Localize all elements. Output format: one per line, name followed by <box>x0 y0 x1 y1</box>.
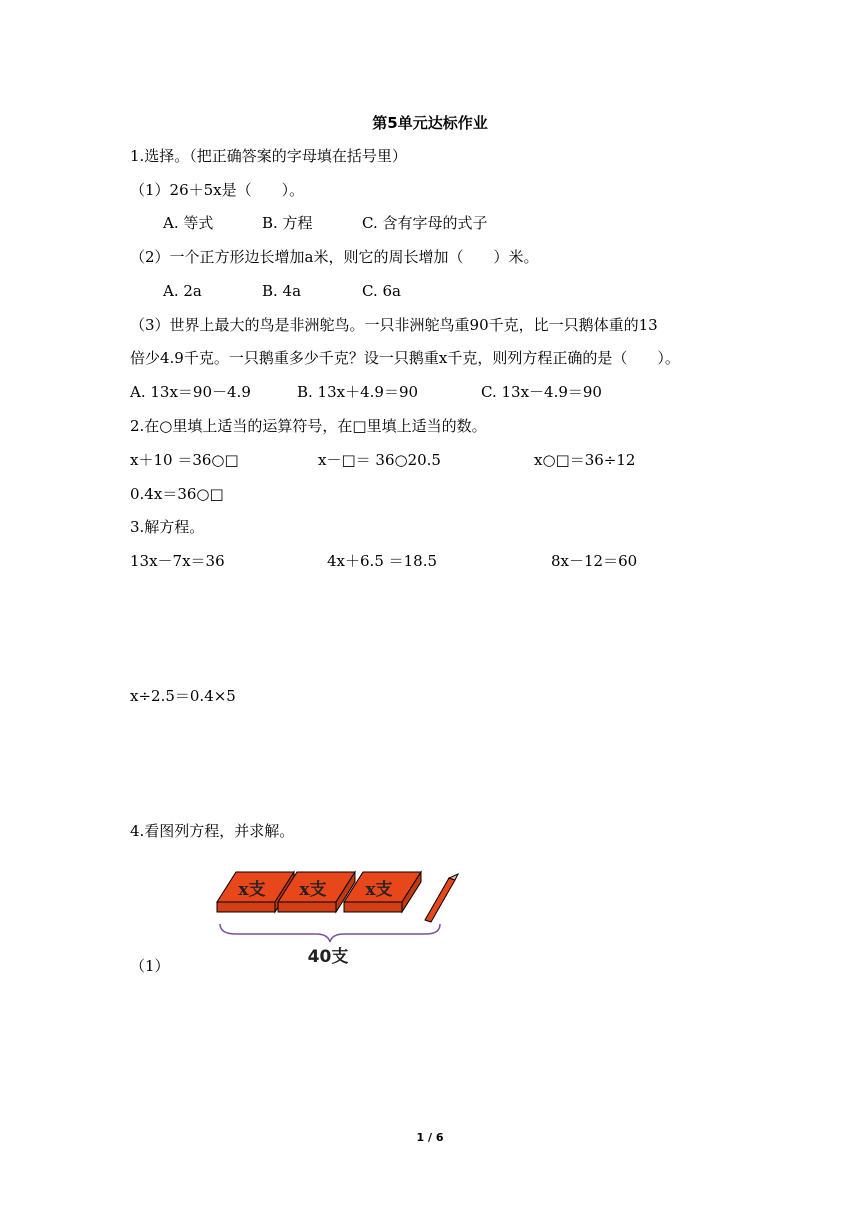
q3-equation-4: x÷2.5＝0.4×5 <box>130 687 236 705</box>
pencil-box-label: x支 <box>365 880 393 900</box>
q1-1-option-a: A. 等式 <box>163 214 214 232</box>
q1-heading: 1.选择。（把正确答案的字母填在括号里） <box>130 147 407 165</box>
total-brace <box>220 924 440 942</box>
q2-expression-4: 0.4x＝36○□ <box>130 485 224 503</box>
pencil-box-3 <box>344 872 421 912</box>
q1-3-option-b: B. 13x＋4.9＝90 <box>297 383 419 401</box>
pencil-box-label: x支 <box>238 880 266 900</box>
q1-3-option-a: A. 13x＝90－4.9 <box>130 383 251 401</box>
q2-expression-3: x○□＝36÷12 <box>534 451 636 469</box>
pencil-boxes-figure <box>212 858 472 970</box>
q4-1-label: （1） <box>130 957 170 975</box>
q1-1-stem: （1）26＋5x是（ ）。 <box>130 181 305 199</box>
q2-heading: 2.在○里填上适当的运算符号，在□里填上适当的数。 <box>130 417 487 435</box>
q3-equation-2: 4x＋6.5 ＝18.5 <box>327 552 438 570</box>
total-label: 40支 <box>307 947 349 967</box>
q3-equation-3: 8x－12＝60 <box>551 552 638 570</box>
page-number: 1 / 6 <box>416 1131 444 1144</box>
q1-2-stem: （2）一个正方形边长增加a米，则它的周长增加（ ）米。 <box>130 248 539 266</box>
q2-expression-2: x－□＝ 36○20.5 <box>318 451 441 469</box>
q1-3-stem-line2: 倍少4.9千克。一只鹅重多少千克？设一只鹅重x千克，则列方程正确的是（ ）。 <box>130 349 680 367</box>
q2-expression-1: x＋10 ＝36○□ <box>130 451 239 469</box>
single-pencil <box>425 874 458 922</box>
q1-3-stem-line1: （3）世界上最大的鸟是非洲鸵鸟。一只非洲鸵鸟重90千克，比一只鹅体重的13 <box>130 316 658 334</box>
pencil-box-label: x支 <box>299 880 327 900</box>
q3-equation-1: 13x－7x＝36 <box>130 552 225 570</box>
q1-3-option-c: C. 13x－4.9＝90 <box>481 383 602 401</box>
page-title: 第5单元达标作业 <box>372 114 488 132</box>
q1-2-option-a: A. 2a <box>163 282 202 300</box>
q3-heading: 3.解方程。 <box>130 518 205 536</box>
q1-1-option-c: C. 含有字母的式子 <box>362 214 488 232</box>
q4-heading: 4.看图列方程，并求解。 <box>130 822 295 840</box>
q1-1-option-b: B. 方程 <box>262 214 313 232</box>
q1-2-option-b: B. 4a <box>262 282 302 300</box>
q1-2-option-c: C. 6a <box>362 282 401 300</box>
